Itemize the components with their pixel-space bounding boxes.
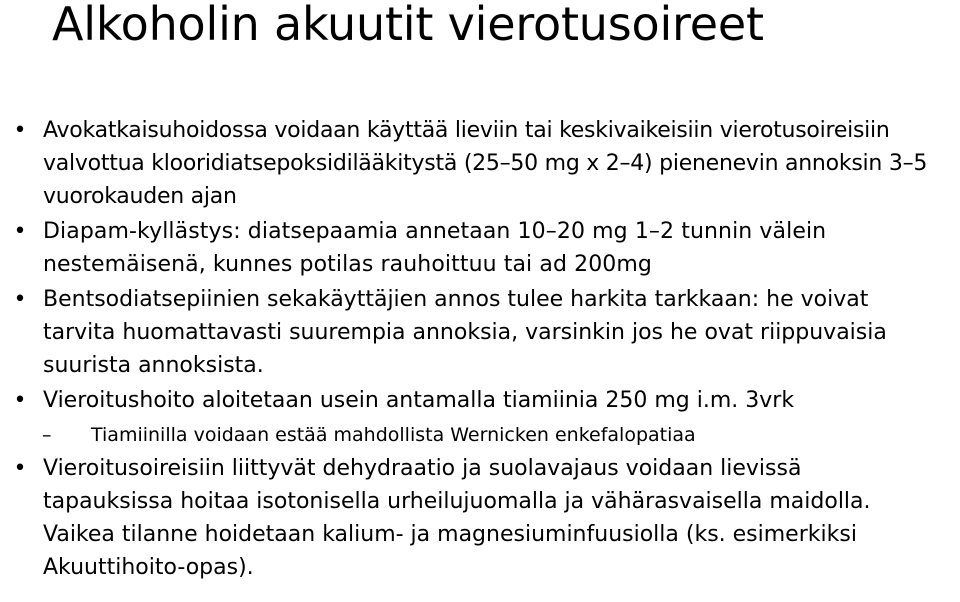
- slide-title: Alkoholin akuutit vierotusoireet: [52, 0, 764, 51]
- bullet-item: [0, 452, 960, 584]
- bullet-marker: •: [13, 287, 27, 312]
- sub-bullet-text: Tiamiinilla voidaan estää mahdollista Wernicken enkefalopatiaa: [91, 424, 696, 446]
- bullet-marker: •: [13, 118, 27, 143]
- bullet-text: Vieroitusoireisiin liittyvät dehydraatio ja suolavajaus voidaan lievissä tapauksissa hoitaa isotonisella urheilujuomalla ja vähärasvaisella maidolla. Vaikea tilanne hoidetaan kalium- ja magnesiuminfuusiolla (ks. esimerkiksi Akuuttihoito-opas).: [43, 456, 871, 580]
- bullet-text: Vieroitushoito aloitetaan usein antamalla tiamiinia 250 mg i.m. 3vrk: [43, 388, 795, 413]
- bullet-list: [0, 114, 960, 586]
- bullet-marker: •: [13, 456, 27, 481]
- bullet-item: [0, 283, 960, 382]
- bullet-item: [0, 114, 960, 213]
- bullet-marker: •: [13, 388, 27, 413]
- bullet-item: [0, 384, 960, 417]
- bullet-text: Avokatkaisuhoidossa voidaan käyttää lieviin tai keskivaikeisiin vierotusoireisiin valvottua klooridiatsepoksidilääkitystä (25–50 mg x 2–4) pienenevin annoksin 3–5 vuorokauden ajan: [43, 118, 928, 209]
- bullet-text: Bentsodiatsepiinien sekakäyttäjien annos tulee harkita tarkkaan: he voivat tarvita huomattavasti suurempia annoksia, varsinkin jos he ovat riippuvaisia suurista annoksista.: [43, 287, 887, 378]
- bullet-text: Diapam-kyllästys: diatsepaamia annetaan 10–20 mg 1–2 tunnin välein nestemäisenä, kunnes potilas rauhoittuu tai ad 200mg: [43, 219, 827, 277]
- bullet-item: [0, 215, 960, 281]
- bullet-marker: •: [13, 219, 27, 244]
- dash-marker: –: [42, 424, 52, 446]
- sub-bullet-item: [0, 419, 960, 452]
